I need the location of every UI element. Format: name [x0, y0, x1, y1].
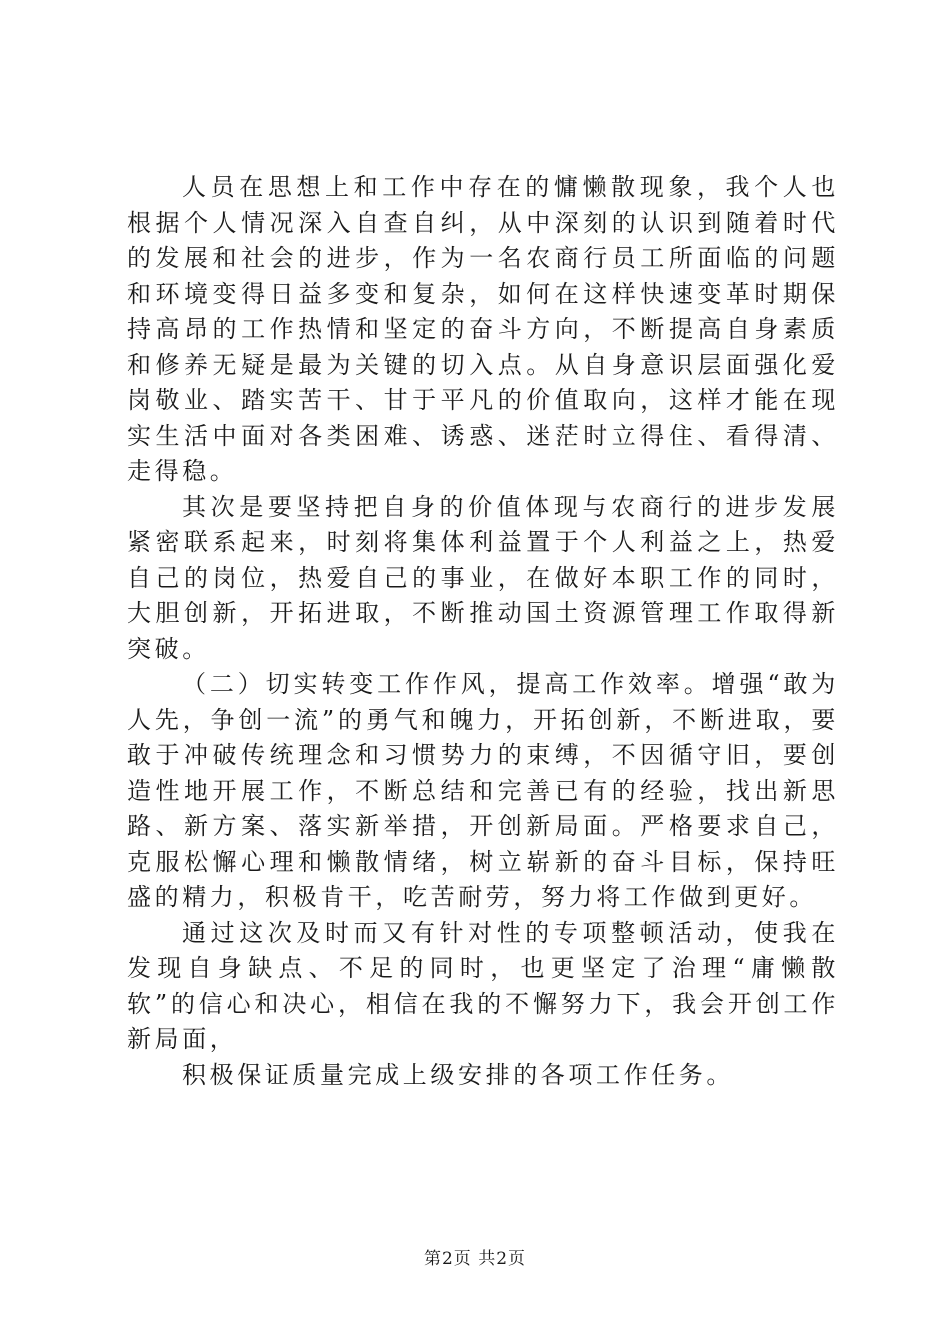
paragraph-5: 积极保证质量完成上级安排的各项工作任务。 — [182, 1060, 734, 1089]
body-text — [127, 170, 839, 1093]
page-number-footer: 第2页 共2页 — [423, 1249, 527, 1269]
paragraph-1: 人员在思想上和工作中存在的慵懒散现象，我个人也根据个人情况深入自查自纠，从中深刻的认识到随着时代的发展和社会的进步，作为一名农商行员工所面临的问题和环境变得日益多变和复杂，如何在这样快速变革时期保持高昂的工作热情和坚定的奋斗方向，不断提高自身素质和修养无疑是最为关键的切入点。从自身意识层面强化爱岗敬业、踏实苦干、甘于平凡的价值取向，这样才能在现实生活中面对各类困难、诱惑、迷茫时立得住、看得清、走得稳。 — [127, 173, 839, 485]
paragraph-3: （二）切实转变工作作风，提高工作效率。增强“敢为人先，争创一流”的勇气和魄力，开拓创新，不断进取，要敢于冲破传统理念和习惯势力的束缚，不因循守旧，要创造性地开展工作，不断总结和完善已有的经验，找出新思路、新方案、落实新举措，开创新局面。严格要求自己，克服松懈心理和懒散情绪，树立崭新的奋斗目标，保持旺盛的精力，积极肯干，吃苦耐劳，努力将工作做到更好。 — [127, 670, 839, 911]
paragraph-4: 通过这次及时而又有针对性的专项整顿活动，使我在发现自身缺点、不足的同时，也更坚定了治理“庸懒散软”的信心和决心，相信在我的不懈努力下，我会开创工作新局面， — [127, 918, 839, 1053]
paragraph-2: 其次是要坚持把自身的价值体现与农商行的进步发展紧密联系起来，时刻将集体利益置于个人利益之上，热爱自己的岗位，热爱自己的事业，在做好本职工作的同时，大胆创新，开拓进取，不断推动国土资源管理工作取得新突破。 — [127, 492, 839, 663]
